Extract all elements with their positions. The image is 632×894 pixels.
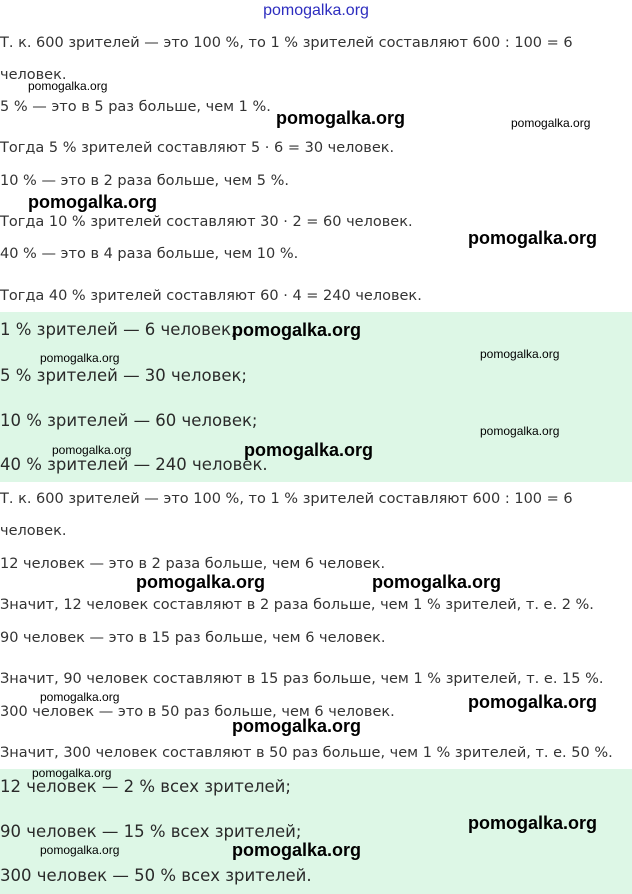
answer-line: 12 человек — 2 % всех зрителей; bbox=[0, 777, 291, 796]
answer-line: 1 % зрителей — 6 человек; bbox=[0, 320, 237, 339]
watermark: pomogalka.org bbox=[468, 228, 598, 248]
text-line: 40 % — это в 4 раза больше, чем 10 %. bbox=[0, 246, 299, 262]
watermark: pomogalka.org bbox=[480, 424, 560, 438]
watermark: pomogalka.org bbox=[232, 840, 362, 860]
watermark: pomogalka.org bbox=[52, 443, 132, 457]
watermark: pomogalka.org bbox=[244, 440, 374, 460]
watermark: pomogalka.org bbox=[40, 351, 120, 365]
text-line: Значит, 300 человек составляют в 50 раз больше, чем 1 % зрителей, т. е. 50 %. bbox=[0, 745, 613, 761]
answer-line: 90 человек — 15 % всех зрителей; bbox=[0, 822, 302, 841]
text-line: Тогда 40 % зрителей составляют 60 · 4 = 240 человек. bbox=[0, 288, 422, 304]
text-line: Значит, 12 человек составляют в 2 раза больше, чем 1 % зрителей, т. е. 2 %. bbox=[0, 597, 594, 613]
text-line: Т. к. 600 зрителей — это 100 %, то 1 % зрителей составляют 600 : 100 = 6 bbox=[0, 491, 573, 507]
text-line: Значит, 90 человек составляют в 15 раз больше, чем 1 % зрителей, т. е. 15 %. bbox=[0, 671, 604, 687]
watermark: pomogalka.org bbox=[136, 572, 266, 592]
answer-line: 10 % зрителей — 60 человек; bbox=[0, 411, 258, 430]
watermark: pomogalka.org bbox=[511, 116, 591, 130]
watermark: pomogalka.org bbox=[372, 572, 502, 592]
watermark: pomogalka.org bbox=[32, 766, 112, 780]
watermark: pomogalka.org bbox=[468, 692, 598, 712]
text-line: Тогда 10 % зрителей составляют 30 · 2 = 60 человек. bbox=[0, 214, 413, 230]
answer-line: 5 % зрителей — 30 человек; bbox=[0, 366, 247, 385]
text-line: 300 человек — это в 50 раз больше, чем 6 человек. bbox=[0, 704, 395, 720]
text-line: 90 человек — это в 15 раз больше, чем 6 человек. bbox=[0, 630, 386, 646]
watermark: pomogalka.org bbox=[468, 813, 598, 833]
text-line: Т. к. 600 зрителей — это 100 %, то 1 % зрителей составляют 600 : 100 = 6 bbox=[0, 35, 573, 51]
watermark: pomogalka.org bbox=[28, 79, 108, 93]
text-line: 5 % — это в 5 раз больше, чем 1 %. bbox=[0, 99, 271, 115]
answer-line: 40 % зрителей — 240 человек. bbox=[0, 455, 268, 474]
text-line: 12 человек — это в 2 раза больше, чем 6 человек. bbox=[0, 556, 386, 572]
watermark: pomogalka.org bbox=[40, 843, 120, 857]
text-line: Тогда 5 % зрителей составляют 5 · 6 = 30 человек. bbox=[0, 140, 395, 156]
site-header-watermark: pomogalka.org bbox=[263, 2, 369, 19]
answer-line: 300 человек — 50 % всех зрителей. bbox=[0, 866, 312, 885]
watermark: pomogalka.org bbox=[232, 716, 362, 736]
watermark: pomogalka.org bbox=[28, 192, 158, 212]
watermark: pomogalka.org bbox=[40, 690, 120, 704]
watermark: pomogalka.org bbox=[480, 347, 560, 361]
text-line: человек. bbox=[0, 67, 67, 83]
text-line: 10 % — это в 2 раза больше, чем 5 %. bbox=[0, 173, 290, 189]
watermark: pomogalka.org bbox=[276, 108, 406, 128]
watermark: pomogalka.org bbox=[232, 320, 362, 340]
text-line: человек. bbox=[0, 523, 67, 539]
